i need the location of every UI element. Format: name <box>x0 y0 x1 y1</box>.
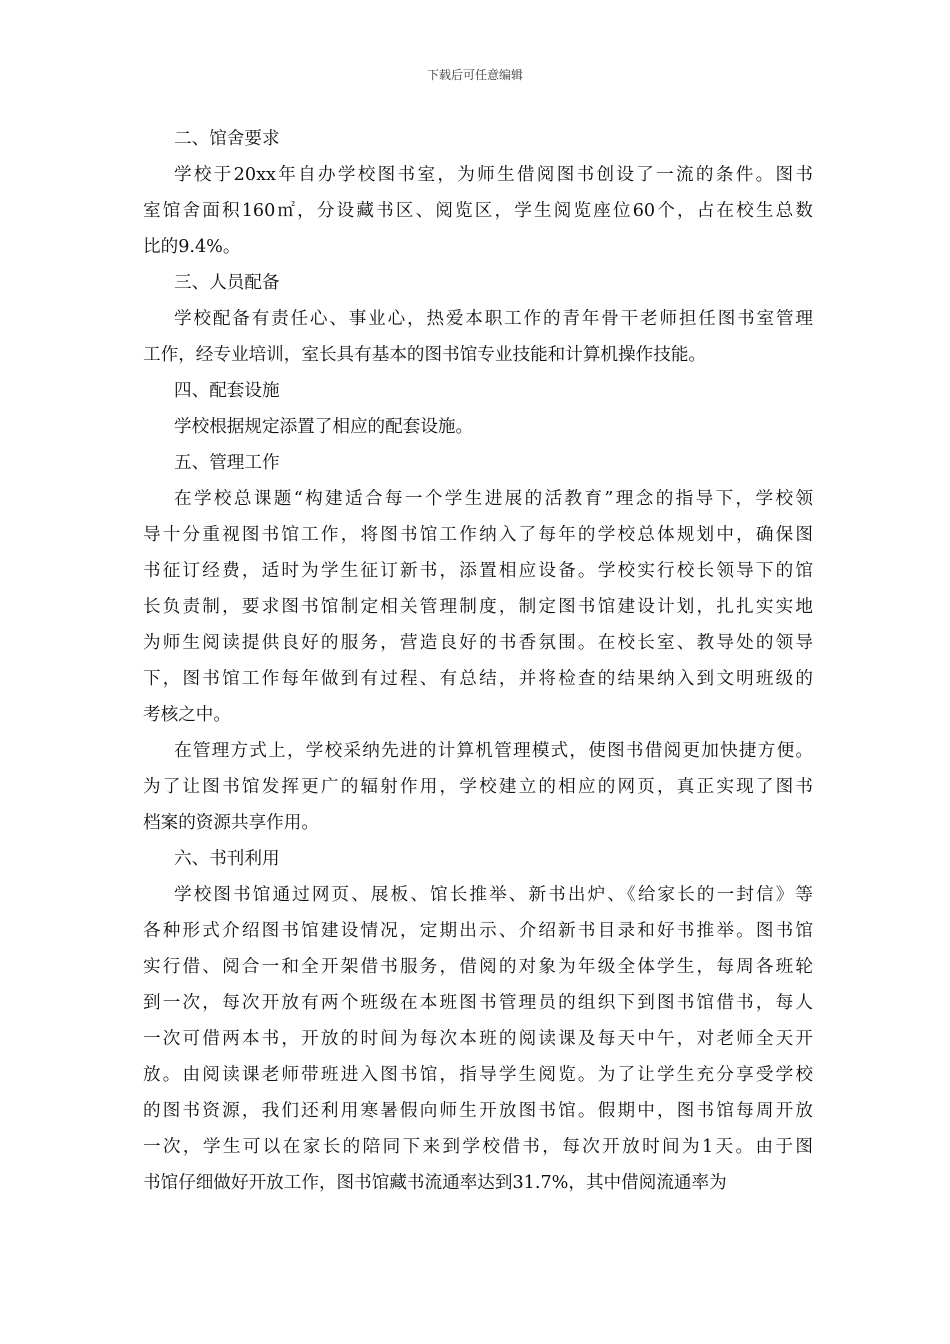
paragraph-line: 室馆舍面积160㎡，分设藏书区、阅览区，学生阅览座位60个，占在校生总数 <box>143 201 813 221</box>
paragraph-line: 书征订经费，适时为学生征订新书，添置相应设备。学校实行校长领导下的馆 <box>143 561 813 581</box>
page-header: 下载后可任意编辑 <box>426 68 523 82</box>
paragraph-line: 一次可借两本书，开放的时间为每次本班的阅读课及每天中午，对老师全天开 <box>143 1029 813 1049</box>
paragraph-line: 一次，学生可以在家长的陪同下来到学校借书，每次开放时间为1天。由于图 <box>143 1137 813 1157</box>
paragraph-line: 长负责制，要求图书馆制定相关管理制度，制定图书馆建设计划，扎扎实实地 <box>143 597 813 617</box>
paragraph-line: 学校根据规定添置了相应的配套设施。 <box>174 417 474 437</box>
section-heading: 六、书刊利用 <box>174 849 280 869</box>
paragraph-line: 考核之中。 <box>143 705 231 725</box>
paragraph-line: 工作，经专业培训，室长具有基本的图书馆专业技能和计算机操作技能。 <box>143 345 707 365</box>
section-heading: 五、管理工作 <box>174 453 280 473</box>
paragraph-line: 各种形式介绍图书馆建设情况，定期出示、介绍新书目录和好书推举。图书馆 <box>143 921 813 941</box>
paragraph-line: 比的9.4%。 <box>143 237 241 257</box>
paragraph-line: 书馆仔细做好开放工作，图书馆藏书流通率达到31.7%，其中借阅流通率为 <box>143 1173 727 1193</box>
paragraph-line: 下，图书馆工作每年做到有过程、有总结，并将检查的结果纳入到文明班级的 <box>143 669 813 689</box>
paragraph-line: 学校图书馆通过网页、展板、馆长推举、新书出炉、《给家长的一封信》等 <box>174 885 813 905</box>
paragraph-line: 学校配备有责任心、事业心，热爱本职工作的青年骨干老师担任图书室管理 <box>174 309 813 329</box>
document-body <box>143 121 813 1201</box>
section-heading: 四、配套设施 <box>174 381 280 401</box>
paragraph-line: 在学校总课题“构建适合每一个学生进展的活教育”理念的指导下，学校领 <box>174 489 813 509</box>
paragraph-line: 导十分重视图书馆工作，将图书馆工作纳入了每年的学校总体规划中，确保图 <box>143 525 813 545</box>
section-heading: 三、人员配备 <box>174 273 280 293</box>
paragraph-line: 的图书资源，我们还利用寒暑假向师生开放图书馆。假期中，图书馆每周开放 <box>143 1101 813 1121</box>
paragraph-line: 为师生阅读提供良好的服务，营造良好的书香氛围。在校长室、教导处的领导 <box>143 633 813 653</box>
paragraph-line: 实行借、阅合一和全开架借书服务，借阅的对象为年级全体学生，每周各班轮 <box>143 957 813 977</box>
paragraph-line: 放。由阅读课老师带班进入图书馆，指导学生阅览。为了让学生充分享受学校 <box>143 1065 813 1085</box>
paragraph-line: 为了让图书馆发挥更广的辐射作用，学校建立的相应的网页，真正实现了图书 <box>143 777 813 797</box>
paragraph-line: 到一次，每次开放有两个班级在本班图书管理员的组织下到图书馆借书，每人 <box>143 993 813 1013</box>
paragraph-line: 在管理方式上，学校采纳先进的计算机管理模式，使图书借阅更加快捷方便。 <box>174 741 813 761</box>
paragraph-line: 学校于20xx年自办学校图书室，为师生借阅图书创设了一流的条件。图书 <box>174 165 813 185</box>
paragraph-line: 档案的资源共享作用。 <box>143 813 319 833</box>
section-heading: 二、馆舍要求 <box>174 129 280 149</box>
